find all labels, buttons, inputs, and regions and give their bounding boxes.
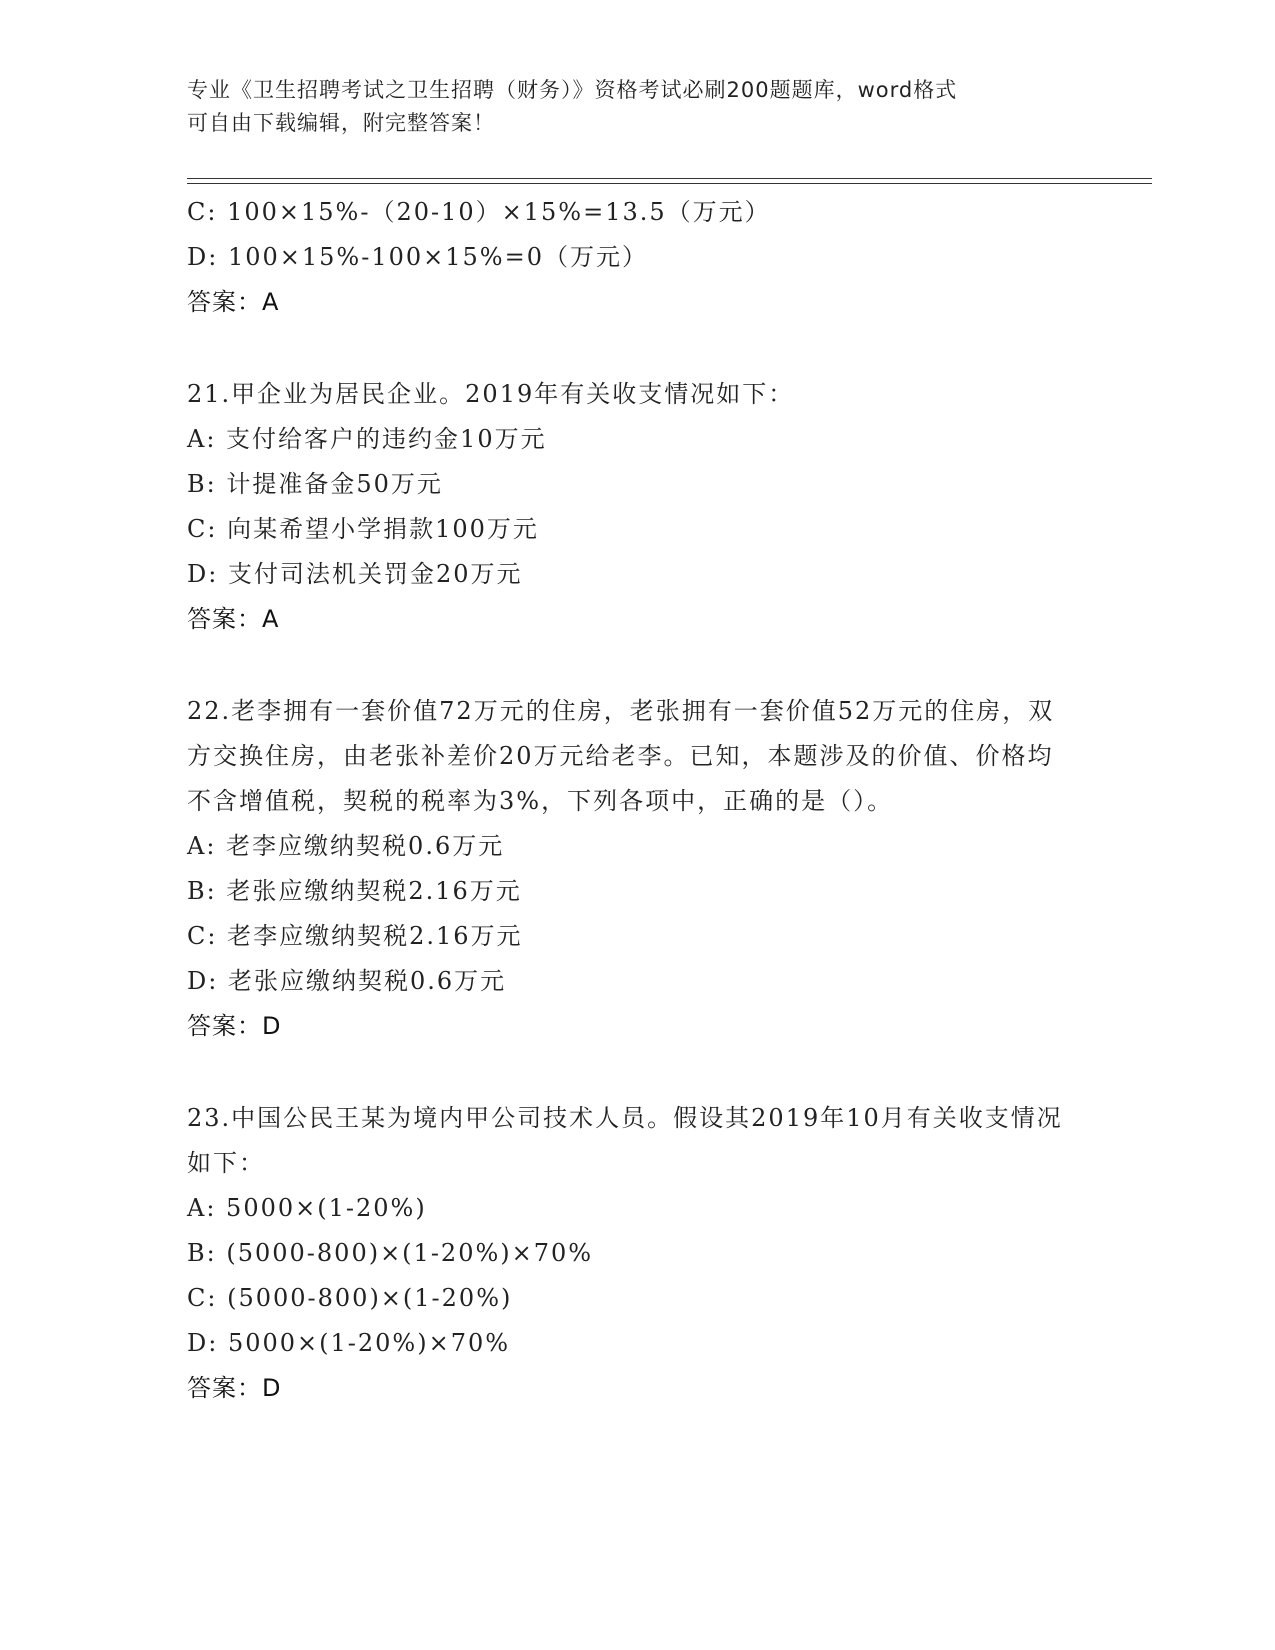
spacer (187, 325, 1067, 372)
option-b: B: (5000-800)×(1-20%)×70% (187, 1239, 594, 1267)
option-d: D: 5000×(1-20%)×70% (187, 1329, 511, 1357)
option-d: D: 100×15%-100×15%=0（万元） (187, 243, 648, 271)
question-block-prev (187, 190, 1067, 325)
option-a: A: 老李应缴纳契税0.6万元 (187, 832, 505, 860)
header-divider-top (187, 178, 1152, 179)
option-d: D: 老张应缴纳契税0.6万元 (187, 967, 507, 995)
option-a: A: 支付给客户的违约金10万元 (187, 425, 547, 453)
question-block-23 (187, 1096, 1067, 1411)
document-body (187, 190, 1067, 1411)
question-text: 23.中国公民王某为境内甲公司技术人员。假设其2019年10月有关收支情况如下： (187, 1104, 1063, 1177)
header-line-1: 专业《卫生招聘考试之卫生招聘（财务）》资格考试必刷200题题库，word格式 (187, 78, 958, 102)
option-a: A: 5000×(1-20%) (187, 1194, 427, 1222)
option-c: C: (5000-800)×(1-20%) (187, 1284, 513, 1312)
option-b: B: 计提准备金50万元 (187, 470, 443, 498)
question-text: 21.甲企业为居民企业。2019年有关收支情况如下： (187, 380, 795, 408)
option-d: D: 支付司法机关罚金20万元 (187, 560, 523, 588)
answer-line: 答案：A (187, 288, 280, 316)
answer-line: 答案：A (187, 605, 280, 633)
option-c: C: 老李应缴纳契税2.16万元 (187, 922, 523, 950)
question-block-21 (187, 372, 1067, 642)
header-line-2: 可自由下载编辑，附完整答案！ (187, 111, 495, 135)
option-b: B: 老张应缴纳契税2.16万元 (187, 877, 522, 905)
question-block-22 (187, 689, 1067, 1049)
question-text: 22.老李拥有一套价值72万元的住房，老张拥有一套价值52万元的住房，双方交换住房，由老张补差价20万元给老李。已知，本题涉及的价值、价格均不含增值税，契税的税率为3%，下列各项中，正确的是（）。 (187, 697, 1055, 815)
header-divider-bottom (187, 183, 1152, 184)
answer-line: 答案：D (187, 1012, 282, 1040)
option-c: C: 向某希望小学捐款100万元 (187, 515, 539, 543)
option-c: C: 100×15%-（20-10）×15%=13.5（万元） (187, 198, 771, 226)
answer-line: 答案：D (187, 1374, 282, 1402)
document-header (187, 74, 1067, 140)
spacer (187, 1049, 1067, 1096)
spacer (187, 642, 1067, 689)
